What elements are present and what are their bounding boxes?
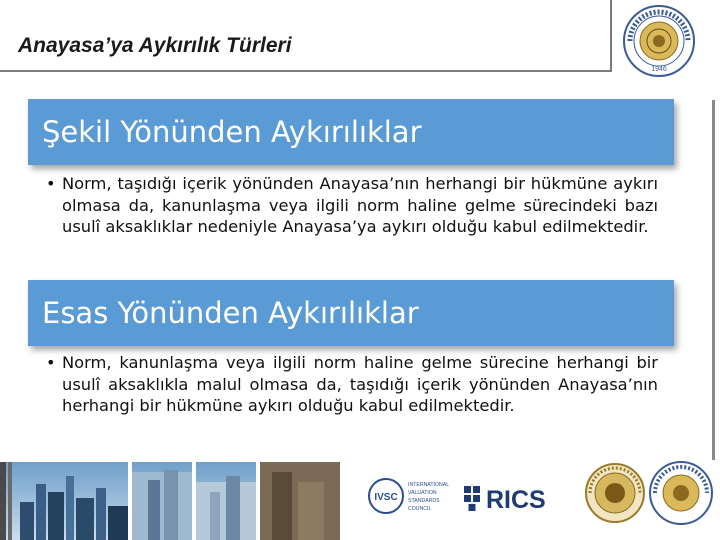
title-divider — [0, 70, 612, 72]
title-divider-vertical — [610, 0, 612, 72]
city-skyline-photo — [0, 462, 340, 540]
ivsc-name-line-3: STANDARDS — [408, 498, 440, 504]
gold-seal-icon — [584, 462, 646, 524]
section-body-form — [46, 173, 658, 238]
ivsc-logo — [366, 474, 458, 518]
university-seal-footer-icon — [648, 460, 714, 526]
bullet-icon: • — [46, 174, 56, 193]
ivsc-name-line-2: VALUATION — [408, 490, 437, 496]
section-heading-form: Şekil Yönünden Aykırılıklar — [28, 99, 674, 165]
ivsc-abbrev: IVSC — [374, 492, 398, 503]
ivsc-name-line-1: INTERNATIONAL — [408, 482, 450, 488]
section-body-substance — [46, 352, 658, 417]
section-text-substance: Norm, kanunlaşma veya ilgili norm haline gelme sürecine herhangi bir usulî aksaklıkla malul olmasa da, taşıdığı içerik yönünden Anayasa’nın herhangi bir hükmüne aykırı olduğu kabul edilmektedir. — [62, 353, 658, 415]
section-text-form: Norm, taşıdığı içerik yönünden Anayasa’nın herhangi bir hükmüne aykırı olmasa da, kanunlaşma veya ilgili norm haline gelme sürecindeki bazı usulî aksaklıklar nedeniyle Anayasa’ya aykırı olduğu kabul edilmektedir. — [62, 174, 658, 236]
logo-year: 1946 — [651, 66, 667, 73]
slide-title: Anayasa’ya Aykırılık Türleri — [18, 34, 292, 57]
university-seal-icon — [622, 4, 696, 78]
ivsc-name-line-4: COUNCIL — [408, 506, 432, 512]
right-accent-bar — [712, 100, 715, 460]
bullet-icon: • — [46, 353, 56, 372]
section-heading-substance: Esas Yönünden Aykırılıklar — [28, 280, 674, 346]
rics-label: RICS — [486, 486, 546, 514]
rics-logo — [460, 474, 582, 518]
